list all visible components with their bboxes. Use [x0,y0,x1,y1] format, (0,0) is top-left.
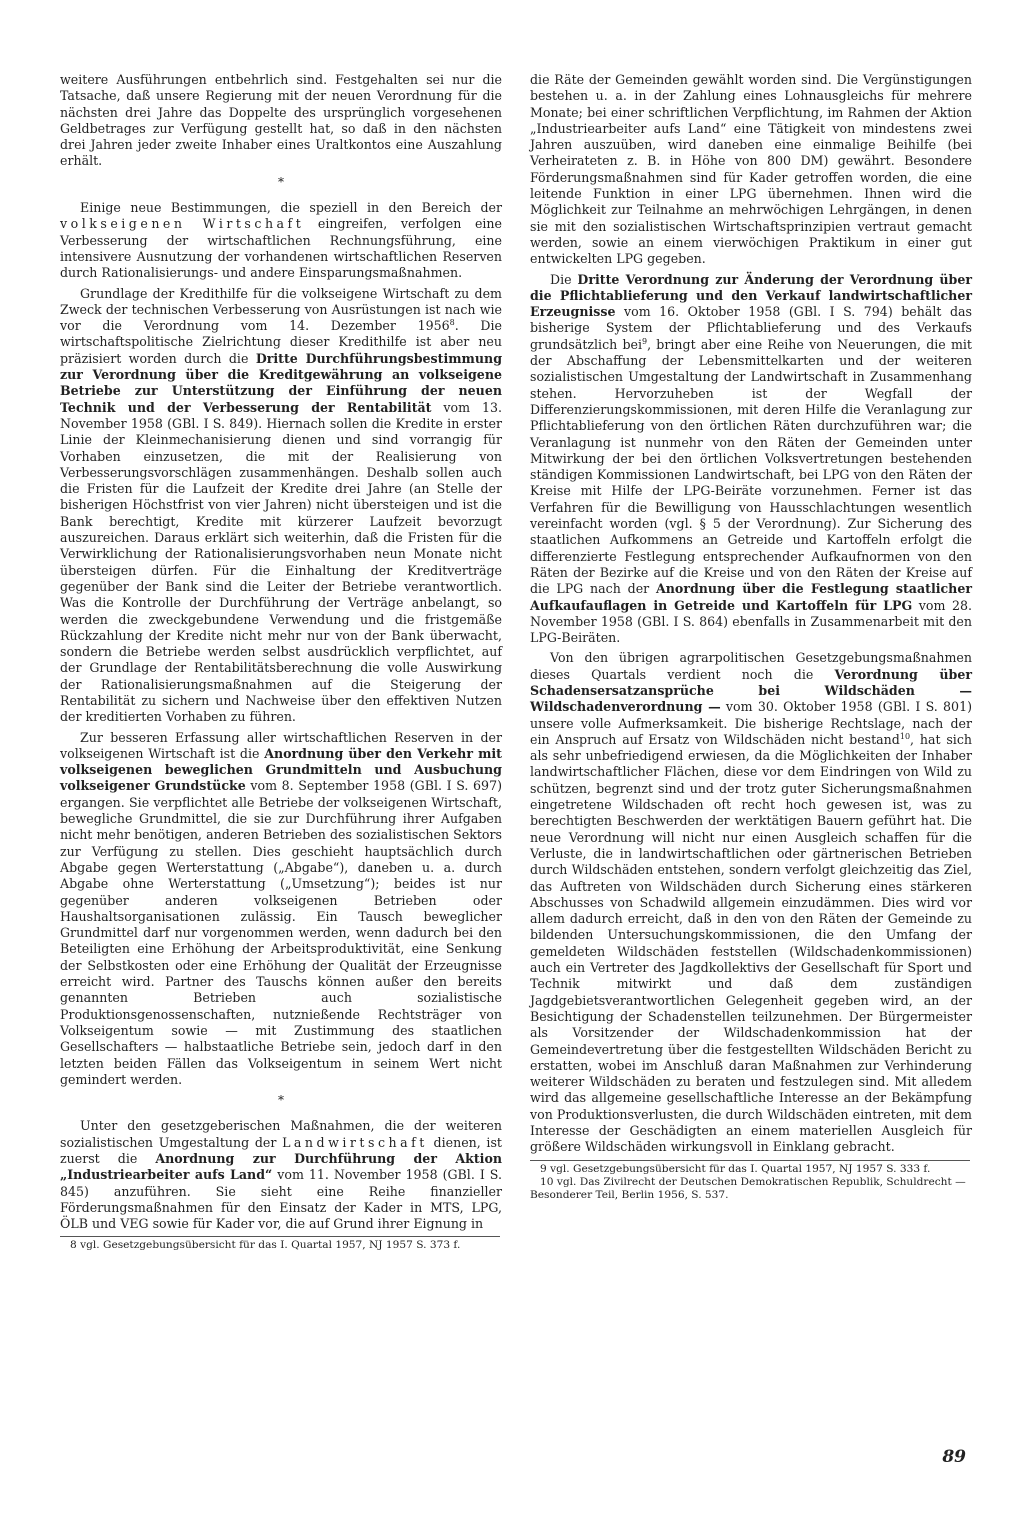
footnote-ref: 8 [449,317,455,327]
paragraph: Zur besseren Erfassung aller wirtschaftlichen Reserven in der volkseigenen Wirtschaft ist die Anordnung über den Verkehr mit volkseigenen beweglichen Grundmitteln und Ausbuchung volkseigener Grundstücke vom 8. September 1958 (GBl. I S. 697) ergangen. Sie verpflichtet alle Betriebe der volkseigenen Wirtschaft, bewegliche Grundmittel, die sie zur Durchführung ihrer Aufgaben nicht mehr benötigen, anderen Betrieben des sozialistischen Sektors zur Verfügung zu stellen. Dies geschieht hauptsächlich durch Abgabe gegen Werterstattung („Abgabe“), daneben u. a. durch Abgabe ohne Werterstattung („Umsetzung“); beides ist nur gegenüber anderen volkseigenen Betrieben oder Haushaltsorganisationen zulässig. Ein Tausch beweglicher Grundmittel darf nur vorgenommen werden, wenn dadurch bei den Beteiligten eine Erhöhung der Arbeitsproduktivität, eine Senkung der Selbstkosten oder eine Erhöhung der Qualität der Erzeugnisse erreicht wird. Partner des Tauschs können außer den bereits genannten Betrieben auch sozialistische Produktionsgenossenschaften, nutznießende Rechtsträger von Volkseigentum sowie — mit Zustimmung des staatlichen Gesellschafters — halbstaatliche Betriebe sein, jedoch darf in den letzten beiden Fällen das Volkseigentum in seinem Wert nicht gemindert werden. [60,729,502,1087]
right-column [530,72,972,1202]
paragraph: weitere Ausführungen entbehrlich sind. Festgehalten sei nur die Tatsache, daß unsere Regierung mit der neuen Verordnung für die nächsten drei Jahre das Doppelte des ursprünglich vorgesehenen Geldbetrages zur Verfügung gestellt hat, so daß in den nächsten drei Jahren jeder zweite Inhaber eines Uraltkontos eine Auszahlung erhält. [60,72,502,169]
paragraph: die Räte der Gemeinden gewählt worden sind. Die Vergünstigungen bestehen u. a. in der Zahlung eines Lohnausgleichs für mehrere Monate; bei einer schriftlichen Verpflichtung, im Rahmen der Aktion „Industriearbeiter aufs Land“ eine Tätigkeit von mindestens zwei Jahren auszuüben, wird daneben eine einmalige Beihilfe (bei Verheirateten z. B. in Höhe von 800 DM) gewährt. Besondere Förderungsmaßnahmen sind für Kader getroffen worden, die eine leitende Funktion in einer LPG übernehmen. Ihnen wird die Möglichkeit zur Teilnahme an mehrwöchigen Lehrgängen, in denen sie mit den sozialistischen Wirtschaftsprinzipien vertraut gemacht werden, sowie an einem vierwöchigen Praktikum in einer gut entwickelten LPG gegeben. [530,72,972,267]
section-separator: * [278,174,284,189]
paragraph: Unter den gesetzgeberischen Maßnahmen, die der weiteren sozialistischen Umgestaltung der Landwirtschaft dienen, ist zuerst die Anordnung zur Durchführung der Aktion „Industriearbeiter aufs Land“ vom 11. November 1958 (GBl. I S. 845) anzuführen. Sie sieht eine Reihe finanzieller Förderungsmaßnahmen für den Einsatz der Kader in MTS, LPG, ÖLB und VEG sowie für Kader vor, die auf Grund ihrer Eignung in [60,1118,502,1232]
page-number: 89 [942,1447,966,1467]
paragraph: Die Dritte Verordnung zur Änderung der Verordnung über die Pflichtablieferung und den Verkauf landwirtschaftlicher Erzeugnisse vom 16. Oktober 1958 (GBl. I S. 794) behält das bisherige System der Pflichtablieferung und des Verkaufs grundsätzlich bei$^9$, bringt aber eine Reihe von Neuerungen, die mit der Abschaffung der Lebensmittelkarten und der weiteren sozialistischen Umgestaltung der Landwirtschaft in Zusammenhang stehen. Hervorzuheben ist der Wegfall der Differenzierungskommissionen, mit deren Hilfe die Veranlagung zur Pflichtablieferung von den örtlichen Räten durchzuführen war; die Veranlagung ist nunmehr von den Räten der Gemeinden unter Mitwirkung der bei den örtlichen Volksvertretungen bestehenden ständigen Kommissionen Landwirtschaft, bei LPG von den Räten der Kreise mit Hilfe der LPG-Beiräte vorzunehmen. Ferner ist das Verfahren für die Bewilligung von Hausschlachtungen wesentlich vereinfacht worden (vgl. § 5 der Verordnung). Zur Sicherung des staatlichen Aufkommens an Getreide und Kartoffeln erfolgt die differenzierte Festlegung entsprechender Aufkaufnormen von den Räten der Bezirke auf die Kreise und von den Räten der Kreise auf die LPG nach der Anordnung über die Festlegung staatlicher Aufkaufauflagen in Getreide und Kartoffeln für LPG vom 28. November 1958 (GBl. I S. 864) ebenfalls in Zusammenarbeit mit den LPG-Beiräten. [530,271,972,646]
paragraph: Grundlage der Kredithilfe für die volkseigene Wirtschaft zu dem Zweck der technischen Verbesserung von Ausrüstungen ist nach wie vor die Verordnung vom 14. Dezember 1956$^8$. Die wirtschaftspolitische Zielrichtung dieser Kredithilfe ist aber neu präzisiert worden durch die Dritte Durchführungsbestimmung zur Verordnung über die Kreditgewährung an volkseigene Betriebe zur Unterstützung der Einführung der neuen Technik und der Verbesserung der Rentabilität vom 13. November 1958 (GBl. I S. 849). Hiernach sollen die Kredite in erster Linie der Kleinmechanisierung dienen und sind vorrangig für Vorhaben einzusetzen, die mit der Realisierung von Verbesserungsvorschlägen zusammenhängen. Deshalb sollen auch die Fristen für die Laufzeit der Kredite drei Jahre (an Stelle der bisherigen Höchstfrist von vier Jahren) nicht übersteigen und ist die Bank berechtigt, Kredite mit kürzerer Laufzeit bevorzugt auszureichen. Daraus erklärt sich weiterhin, daß die Fristen für die Verwirklichung der Rationalisierungsvorhaben neun Monate nicht übersteigen dürfen. Für die Einhaltung der Kreditverträge gegenüber der Bank sind die Leiter der Betriebe verantwortlich. Was die Kontrolle der Durchführung der Verträge anbelangt, so werden die zweckgebundene Verwendung und die fristgemäße Rückzahlung der Kredite nicht mehr nur von der Bank überwacht, sondern die Betriebe werden selbst ausdrücklich verpflichtet, auf der Grundlage der Rentabilitätsberechnung die volle Auswirkung der Rationalisierungsmaßnahmen auf die Steigerung der Rentabilität zu sichern und Nachweise über den effektiven Nutzen der kreditierten Vorhaben zu führen. [60,285,502,725]
footnotes [60,1236,500,1252]
section-separator: * [278,1093,284,1108]
paragraph: Von den übrigen agrarpolitischen Gesetzgebungsmaßnahmen dieses Quartals verdient noch die Verordnung über Schadensersatzansprüche bei Wildschäden — Wildschadenverordnung — vom 30. Oktober 1958 (GBl. I S. 801) unsere volle Aufmerksamkeit. Die bisherige Rechtslage, nach der ein Anspruch auf Ersatz von Wildschäden nicht bestand$^{10}$, hat sich als sehr unbefriedigend erwiesen, da die Möglichkeiten der Inhaber landwirtschaftlicher Flächen, diese vor dem Eindringen von Wild zu schützen, begrenzt sind und der trotz guter Sicherungsmaßnahmen eingetretene Wildschaden oft recht hoch gewesen ist, was zu berechtigten Beschwerden der werktätigen Bauern geführt hat. Die neue Verordnung will nicht nur einen Ausgleich schaffen für die Verluste, die in landwirtschaftlichen oder gärtnerischen Betrieben durch Wildschäden entstehen, sondern verfolgt gleichzeitig das Ziel, das Auftreten von Wildschäden durch Sicherung eines stärkeren Abschusses von Schadwild allgemein einzudämmen. Dies wird vor allem dadurch erreicht, daß in den von den Räten der Gemeinde zu bildenden Untersuchungskommissionen, die den Umfang der gemeldeten Wildschäden feststellen (Wildschadenkommissionen) auch ein Vertreter des Jagdkollektivs der Gesellschaft für Sport und Technik mitwirkt und daß dem zuständigen Jagdgebietsverantwortlichen Gelegenheit gegeben wird, an der Besichtigung der Schadenstellen teilzunehmen. Der Bürgermeister als Vorsitzender der Wildschadenkommission hat der Gemeindevertretung über die festgestellten Wildschäden Bericht zu erstatten, wobei im Anschluß daran Maßnahmen zur Verhinderung weiterer Wildschäden zu beraten und festzulegen sind. Mit alledem wird das allgemeine gesellschaftliche Interesse an der Bekämpfung von Produktionsverlusten, die durch Wildschäden eintreten, mit dem Interesse der Geschädigten an einem materiellen Ausgleich für größere Wildschäden wirkungsvoll in Einklang gebracht. [530,650,972,1155]
footnote-ref: 10 [899,731,911,741]
paragraph: Einige neue Bestimmungen, die speziell in den Bereich der volkseigenen Wirtschaft eingreifen, verfolgen eine Verbesserung der wirtschaftlichen Rechnungsführung, eine intensivere Ausnutzung der vorhandenen wirtschaftlichen Reserven durch Rationalisierungs- und andere Einsparungsmaßnahmen. [60,200,502,281]
left-column [60,72,502,1252]
footnote: 9 vgl. Gesetzgebungsübersicht für das I. Quartal 1957, NJ 1957 S. 333 f. [540,1162,931,1175]
footnote: 10 vgl. Das Zivilrecht der Deutschen Demokratischen Republik, Schuldrecht — Besonderer Teil, Berlin 1956, S. 537. [530,1175,966,1201]
footnote-ref: 9 [642,336,648,346]
footnote: 8 vgl. Gesetzgebungsübersicht für das I. Quartal 1957, NJ 1957 S. 373 f. [70,1239,461,1252]
footnotes [530,1160,970,1202]
